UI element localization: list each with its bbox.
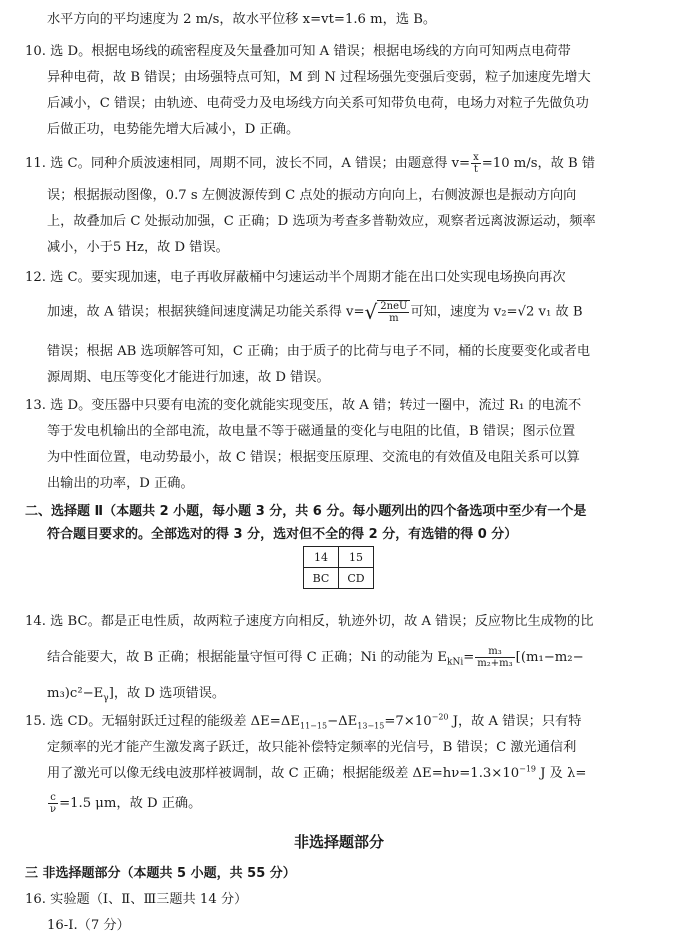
table-cell: CD <box>339 568 374 589</box>
subscript: 11−15 <box>300 721 328 731</box>
subscript: γ <box>103 693 109 704</box>
text-segment: −ΔE <box>327 714 358 729</box>
superscript: −19 <box>519 764 536 774</box>
section-heading: 二、选择题 Ⅱ（本题共 2 小题，每小题 3 分，共 6 分。每小题列出的四个备选项中至少有一个是 <box>25 504 587 519</box>
text-line <box>47 300 583 324</box>
subscript: kNi <box>447 657 464 668</box>
text-segment: = <box>463 650 475 665</box>
text-line <box>25 710 581 731</box>
text-line: 误；根据振动图像，0.7 s 左侧波源传到 C 点处的振动方向向上，右侧波源也是振动方向向 <box>47 188 577 203</box>
text-line: 为中性面位置，电动势最小，故 C 错误；根据变压原理、交流电的有效值及电阻关系可以算 <box>47 450 580 465</box>
radical-icon: √ <box>364 300 378 324</box>
text-line <box>47 682 225 704</box>
fraction <box>471 152 481 175</box>
text-line: 后做正功，电势能先增大后减小，D 正确。 <box>47 122 300 137</box>
text-line: 16-Ⅰ.（7 分） <box>47 918 130 933</box>
text-line: 源周期、电压等变化才能进行加速，故 D 错误。 <box>47 370 330 385</box>
text-line: 10. 选 D。根据电场线的疏密程度及矢量叠加可知 A 错误；根据电场线的方向可知两点电荷带 <box>25 44 571 59</box>
text-line <box>47 646 584 669</box>
table-header-cell: 15 <box>339 547 374 568</box>
text-segment: =1.5 μm，故 D 正确。 <box>59 796 202 811</box>
section-heading: 三 非选择题部分（本题共 5 小题，共 55 分） <box>25 866 296 881</box>
text-segment: =10 m/s，故 B 错 <box>481 156 596 171</box>
text-segment: m₃)c²−E <box>47 686 104 701</box>
text-segment: 加速，故 A 错误；根据狭缝间速度满足功能关系得 v= <box>47 304 365 320</box>
table-header-cell: 14 <box>304 547 339 568</box>
text-segment: ]，故 D 选项错误。 <box>108 686 226 701</box>
text-line: 16. 实验题（Ⅰ、Ⅱ、Ⅲ三题共 14 分） <box>25 892 248 907</box>
text-line: 等于发电机输出的全部电流，故电量不等于磁通量的变化与电阻的比值，B 错误；图示位置 <box>47 424 576 439</box>
text-segment: =7×10 <box>384 714 432 729</box>
text-segment: [(m₁−m₂− <box>515 650 584 665</box>
fraction <box>378 301 409 324</box>
denominator: m₂+m₃ <box>477 658 513 669</box>
denominator: m <box>389 313 399 324</box>
text-line: 上，故叠加后 C 处振动加强，C 正确；D 选项为考查多普勒效应，观察者远离波源运动，频率 <box>47 214 596 229</box>
fraction <box>475 646 514 669</box>
text-segment: J，故 A 错误；只有特 <box>448 714 582 729</box>
text-line: 减小，小于5 Hz，故 D 错误。 <box>47 240 229 255</box>
text-line <box>47 792 201 815</box>
text-line: 后减小，C 错误；由轨迹、电荷受力及电场线方向关系可知带负电荷，电场力对粒子先做负功 <box>47 96 589 111</box>
text-segment: 可知，速度为 v₂=√2 v₁ 故 B <box>410 304 583 320</box>
square-root <box>365 300 411 324</box>
fraction <box>48 792 58 815</box>
text-segment: 15. 选 CD。无辐射跃迁过程的能级差 ΔE=ΔE <box>25 714 300 729</box>
answer-table <box>303 546 374 589</box>
text-line <box>25 152 595 175</box>
numerator: x <box>473 152 479 163</box>
text-segment: 11. 选 C。同种介质波速相同，周期不同，波长不同，A 错误；由题意得 v= <box>25 156 471 171</box>
text-line: 13. 选 D。变压器中只要有电流的变化就能实现变压，故 A 错；转过一圈中，流过 R₁ 的电流不 <box>25 398 582 413</box>
text-segment: J 及 λ= <box>536 766 587 781</box>
denominator: t <box>473 164 478 175</box>
text-line <box>47 762 586 781</box>
denominator: ν <box>50 804 57 815</box>
text-line: 出输出的功率，D 正确。 <box>47 476 194 491</box>
table-cell: BC <box>304 568 339 589</box>
section-heading: 符合题目要求的。全部选对的得 3 分，选对但不全的得 2 分，有选错的得 0 分） <box>47 527 518 542</box>
part-heading: 非选择题部分 <box>293 833 384 851</box>
superscript: −20 <box>431 712 449 722</box>
text-line: 异种电荷，故 B 错误；由场强特点可知，M 到 N 过程场强先变强后变弱，粒子加速度先增大 <box>47 70 591 85</box>
text-line: 水平方向的平均速度为 2 m/s，故水平位移 x=vt=1.6 m，选 B。 <box>47 12 437 27</box>
numerator: 2neU <box>380 301 408 312</box>
numerator: c <box>48 792 58 804</box>
subscript: 13−15 <box>357 721 385 731</box>
text-segment: 用了激光可以像无线电波那样被调制，故 C 正确；根据能级差 ΔE=hν=1.3×10 <box>47 766 520 781</box>
text-line: 14. 选 BC。都是正电性质，故两粒子速度方向相反，轨迹外切，故 A 错误；反应物比生成物的比 <box>25 614 594 629</box>
text-line: 12. 选 C。要实现加速，电子再收屏蔽桶中匀速运动半个周期才能在出口处实现电场换向再次 <box>25 270 566 285</box>
text-segment: 结合能要大，故 B 正确；根据能量守恒可得 C 正确；Ni 的动能为 E <box>47 650 448 665</box>
text-line: 错误；根据 AB 选项解答可知，C 正确；由于质子的比荷与电子不同，桶的长度要变化或者电 <box>47 344 591 359</box>
text-line: 定频率的光才能产生激发离子跃迁，故只能补偿特定频率的光信号，B 错误；C 激光通信利 <box>47 740 577 755</box>
numerator: m₃ <box>475 646 514 658</box>
